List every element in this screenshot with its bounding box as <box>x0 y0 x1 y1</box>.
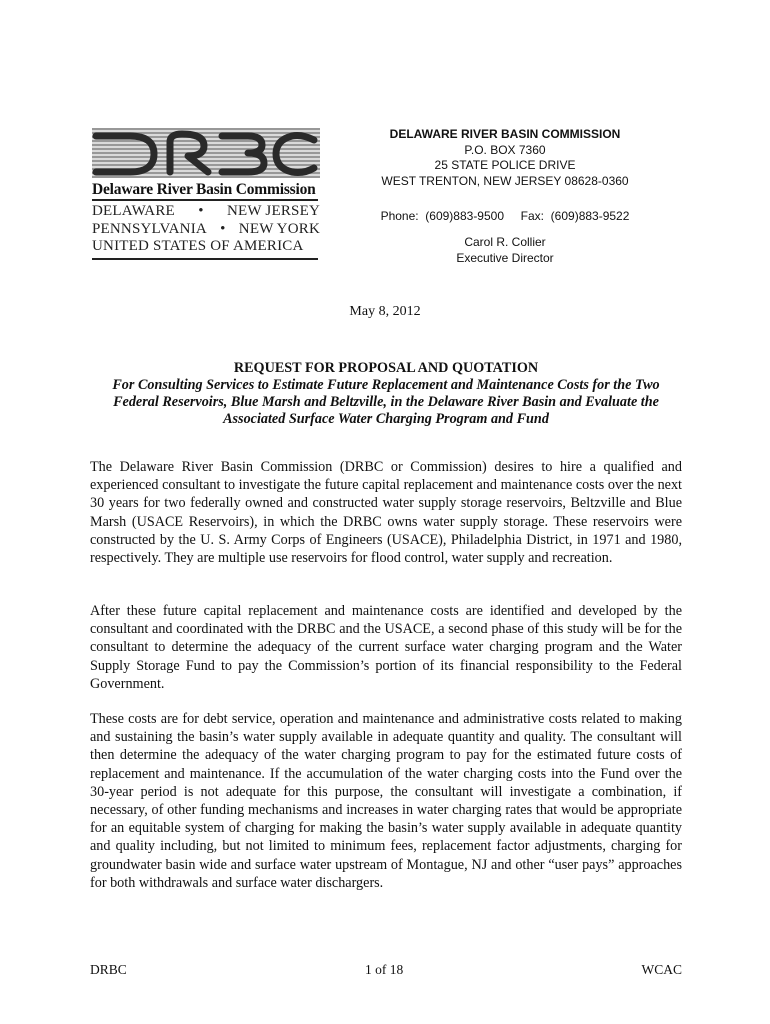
letter-date: May 8, 2012 <box>349 304 421 319</box>
commission-title: DELAWARE RIVER BASIN COMMISSION <box>389 127 621 141</box>
footer-left: DRBC <box>90 962 127 977</box>
letterhead-rule-bottom <box>92 258 318 260</box>
member-states <box>92 203 320 256</box>
bullet-separator: • <box>198 203 204 219</box>
director-title: Executive Director <box>456 250 554 265</box>
rfp-subtitle: For Consulting Services to Estimate Future Replacement and Maintenance Costs for the Two Federal Reservoirs, Blue Marsh and Beltzville, in the Delaware River Basin and Evaluate the Associated Surface Water Charging Program and Fund <box>112 377 660 427</box>
footer-right: WCAC <box>641 962 682 977</box>
page-footer <box>90 962 682 978</box>
body-paragraph-1: The Delaware River Basin Commission (DRBC or Commission) desires to hire a qualified and experienced consultant to investigate the future capital replacement and maintenance costs over the next 30 years for two federally owned and constructed water supply storage reservoirs, Beltzville and Blue Marsh (USACE Reservoirs), in which the DRBC owns water supply storage. These reservoirs were constructed by the U. S. Army Corps of Engineers (USACE), Philadelphia District, in 1971 and 1980, respectively. They are multiple use reservoirs for flood control, water supply and recreation. <box>90 459 682 567</box>
state-pennsylvania: PENNSYLVANIA <box>92 220 207 237</box>
po-box: P.O. BOX 7360 <box>464 142 546 157</box>
body-paragraph-2: After these future capital replacement and maintenance costs are identified and developed by the consultant and coordinated with the DRBC and the USACE, a second phase of this study will be for the consultant to determine the adequacy of the current surface water charging program and the Water Supply Storage Fund to pay the Commission’s portion of its financial responsibility to the Federal Government. <box>90 603 682 692</box>
letterhead-rule-top <box>92 199 318 201</box>
states-row-2 <box>92 221 320 239</box>
bullet-separator: • <box>220 220 226 237</box>
organization-name: Delaware River Basin Commission <box>92 181 316 198</box>
united-states: UNITED STATES OF AMERICA <box>92 238 304 254</box>
address-block <box>380 127 630 266</box>
phone-fax: Phone: (609)883-9500 Fax: (609)883-9522 <box>380 209 630 224</box>
city-state-zip: WEST TRENTON, NEW JERSEY 08628-0360 <box>381 173 629 188</box>
rfp-title: REQUEST FOR PROPOSAL AND QUOTATION <box>233 360 539 376</box>
page-number: 1 of 18 <box>365 962 404 977</box>
director-name: Carol R. Collier <box>464 234 546 249</box>
rfp-heading <box>90 360 682 428</box>
state-new-york: NEW YORK <box>238 220 320 237</box>
states-row-3 <box>92 238 320 256</box>
state-delaware: DELAWARE <box>92 203 175 219</box>
state-new-jersey: NEW JERSEY <box>227 203 320 219</box>
drbc-logo-graphic <box>92 128 320 180</box>
states-row-1 <box>92 203 320 221</box>
body-paragraph-3: These costs are for debt service, operation and maintenance and administrative costs related to making and sustaining the basin’s water supply available in adequate quantity and quality. The consultant will then determine the adequacy of the water charging program to pay for the estimated future costs of replacement and maintenance. If the accumulation of the water charging costs into the Fund over the 30-year period is not adequate for this purpose, the consultant will investigate a combination, if necessary, of other funding mechanisms and increases in water charging rates that would be appropriate for an equitable system of charging for making the basin’s water supply available in adequate quantity and quality including, but not limited to minimum fees, replacement factor adjustments, charging for groundwater basin wide and surface water upstream of Montague, NJ and other “user pays” approaches for both withdrawals and surface water dischargers. <box>90 711 682 891</box>
street-address: 25 STATE POLICE DRIVE <box>434 158 576 173</box>
